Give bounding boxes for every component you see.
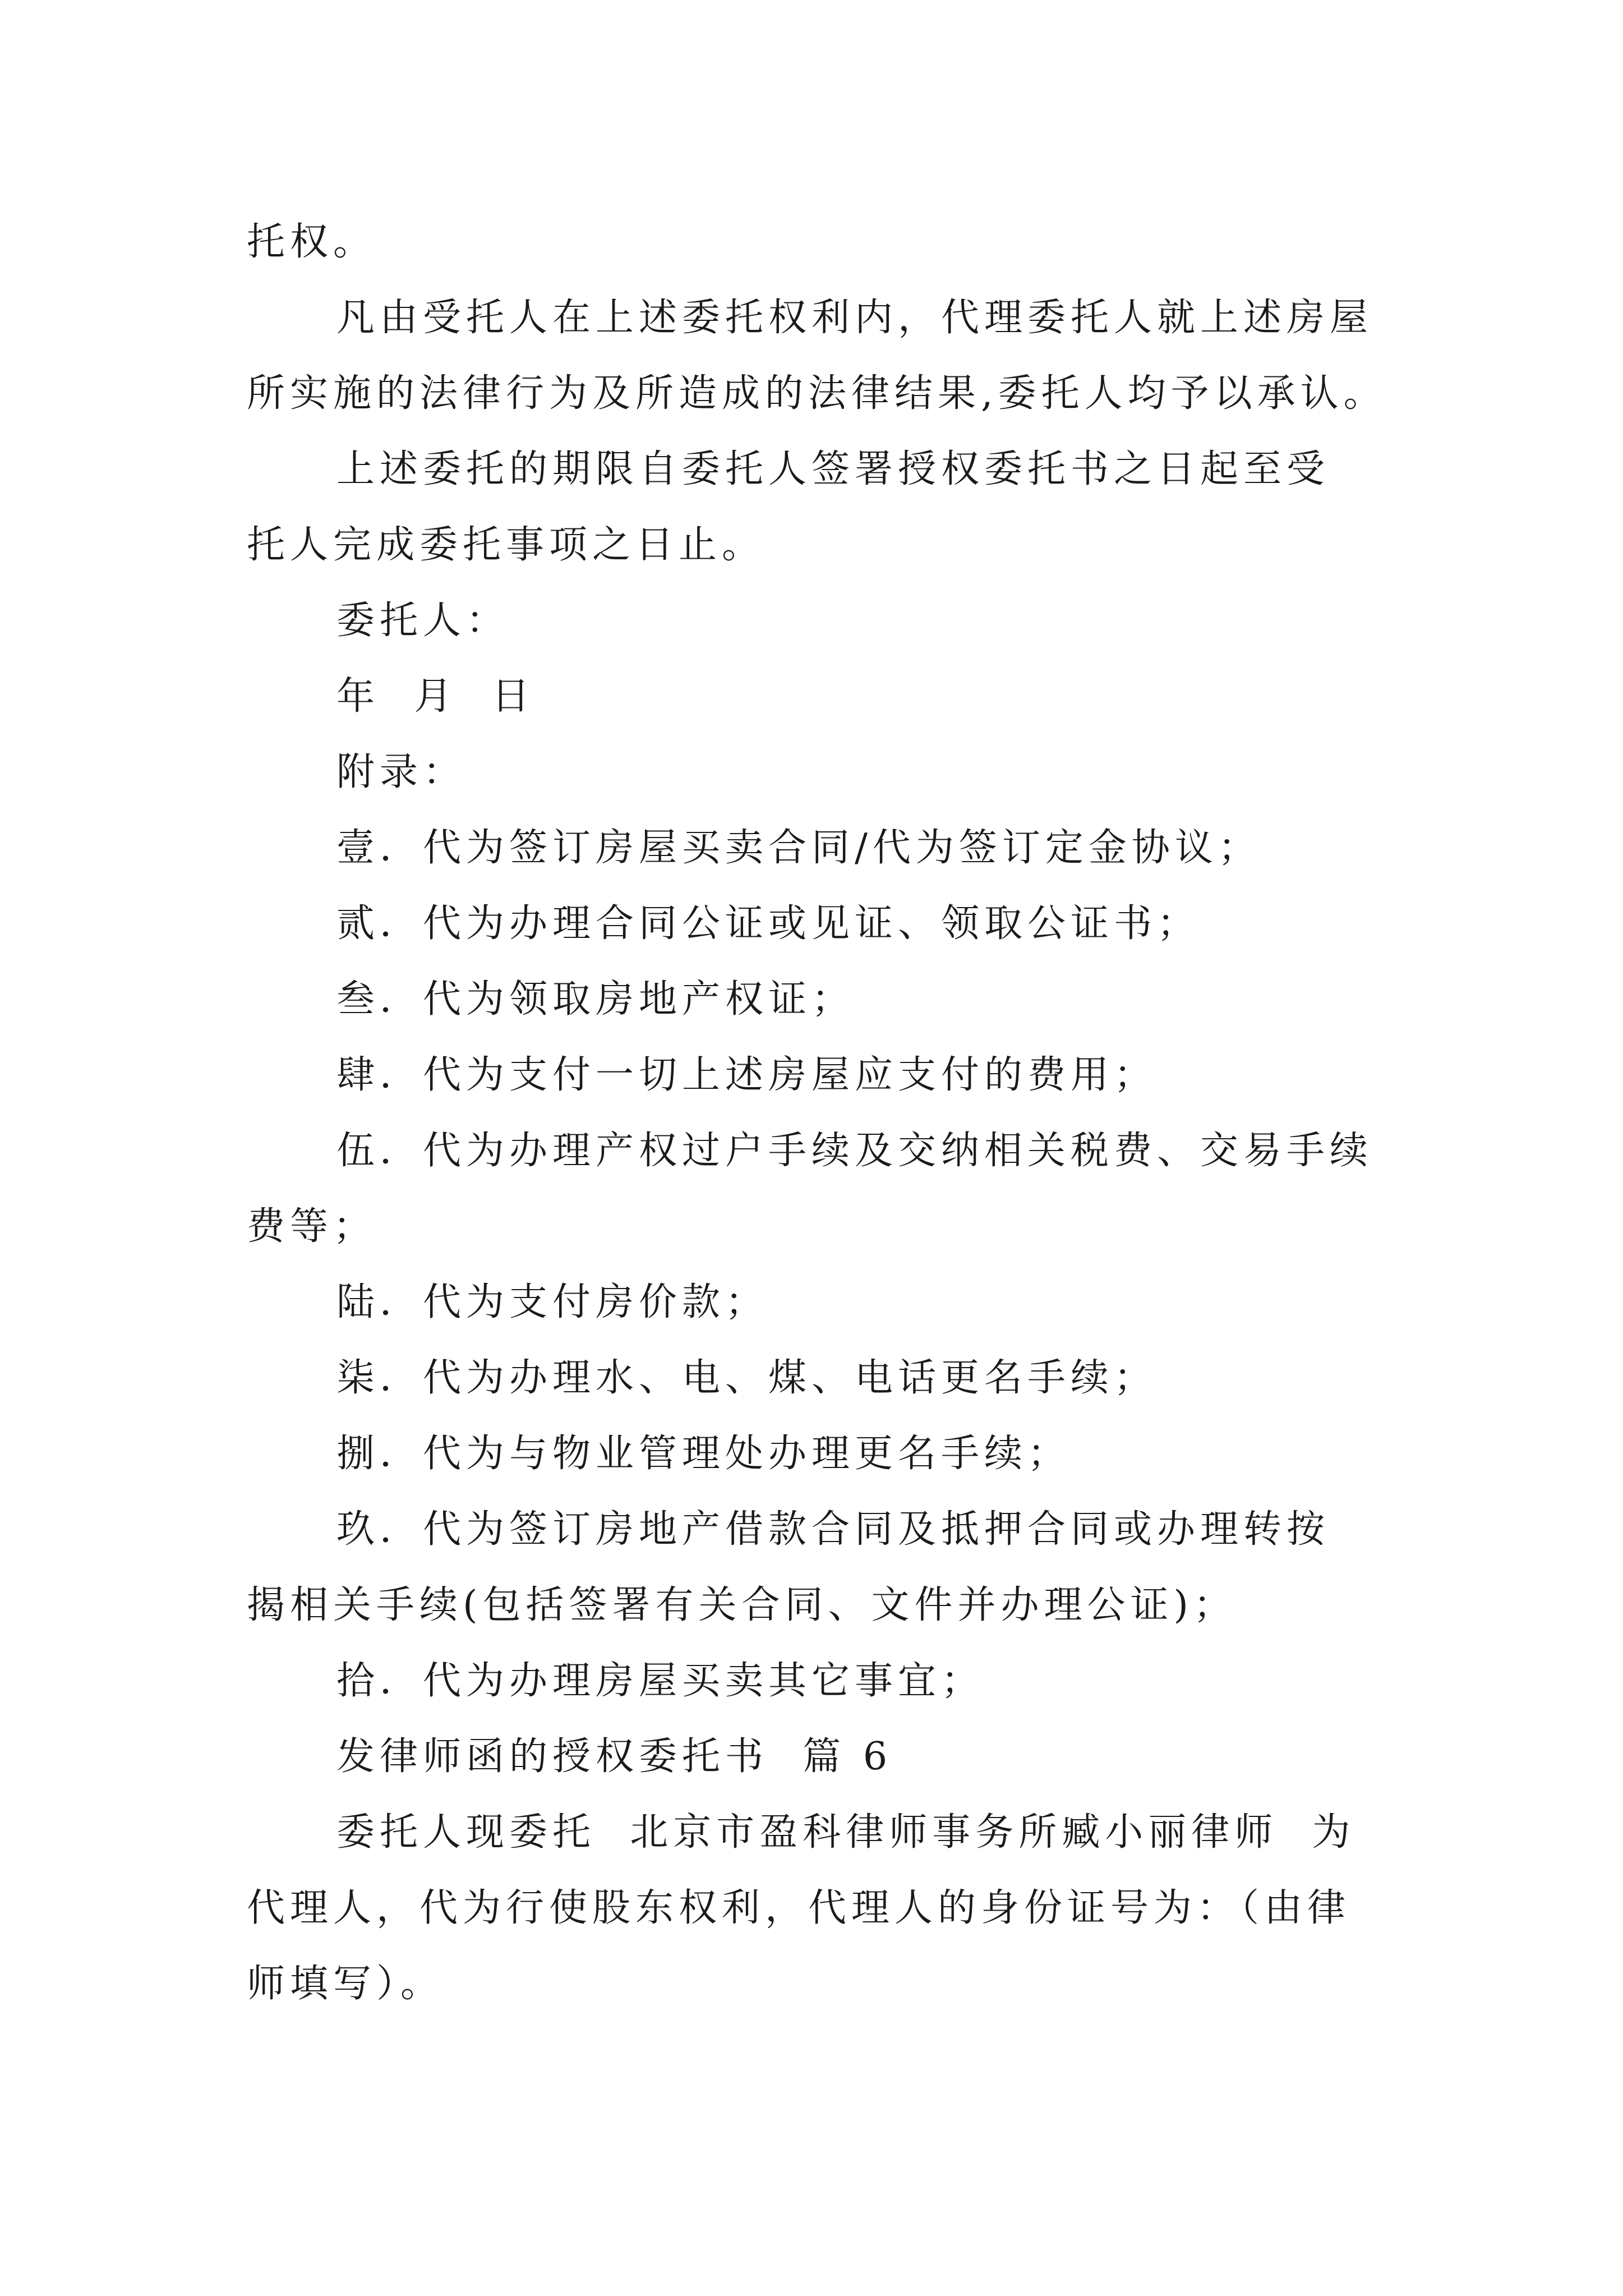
signature-label: 委托人：: [336, 599, 510, 643]
text-line: 上述委托的期限自委托人签署授权委托书之日起至受: [336, 447, 1330, 491]
date-line: 年 月 日: [336, 674, 535, 719]
appendix-item: 拾．代为办理房屋买卖其它事宜；: [336, 1659, 985, 1703]
text-line: 凡由受托人在上述委托权利内，代理委托人就上述房屋: [336, 296, 1373, 340]
text-line: 托权。: [247, 220, 377, 264]
appendix-heading: 附录：: [336, 750, 467, 794]
appendix-item: 玖．代为签订房地产借款合同及抵押合同或办理转按: [336, 1507, 1330, 1552]
text-line: 托人完成委托事项之日止。: [247, 523, 766, 567]
appendix-item-continued: 揭相关手续(包括签署有关合同、文件并办理公证)；: [247, 1583, 1237, 1627]
appendix-item: 陆．代为支付房价款；: [336, 1280, 769, 1324]
appendix-item: 壹．代为签订房屋买卖合同/代为签订定金协议；: [336, 826, 1261, 870]
text-line: 代理人，代为行使股东权利，代理人的身份证号为：（由律: [247, 1886, 1351, 1930]
document-body: [247, 204, 1447, 2022]
appendix-item: 捌．代为与物业管理处办理更名手续；: [336, 1432, 1071, 1476]
section-heading: 发律师函的授权委托书 篇 6: [336, 1734, 893, 1779]
text-line: 委托人现委托 北京市盈科律师事务所臧小丽律师 为: [336, 1810, 1355, 1855]
text-line: 师填写）。: [247, 1962, 444, 2006]
appendix-item: 肆．代为支付一切上述房屋应支付的费用；: [336, 1053, 1158, 1097]
text-line: 所实施的法律行为及所造成的法律结果,委托人均予以承认。: [247, 371, 1387, 416]
appendix-item-continued: 费等；: [247, 1204, 377, 1249]
appendix-item: 柒．代为办理水、电、煤、电话更名手续；: [336, 1356, 1158, 1400]
appendix-item: 伍．代为办理产权过户手续及交纳相关税费、交易手续: [336, 1129, 1373, 1173]
appendix-item: 贰．代为办理合同公证或见证、领取公证书；: [336, 901, 1201, 946]
appendix-item: 叁．代为领取房地产权证；: [336, 977, 855, 1022]
